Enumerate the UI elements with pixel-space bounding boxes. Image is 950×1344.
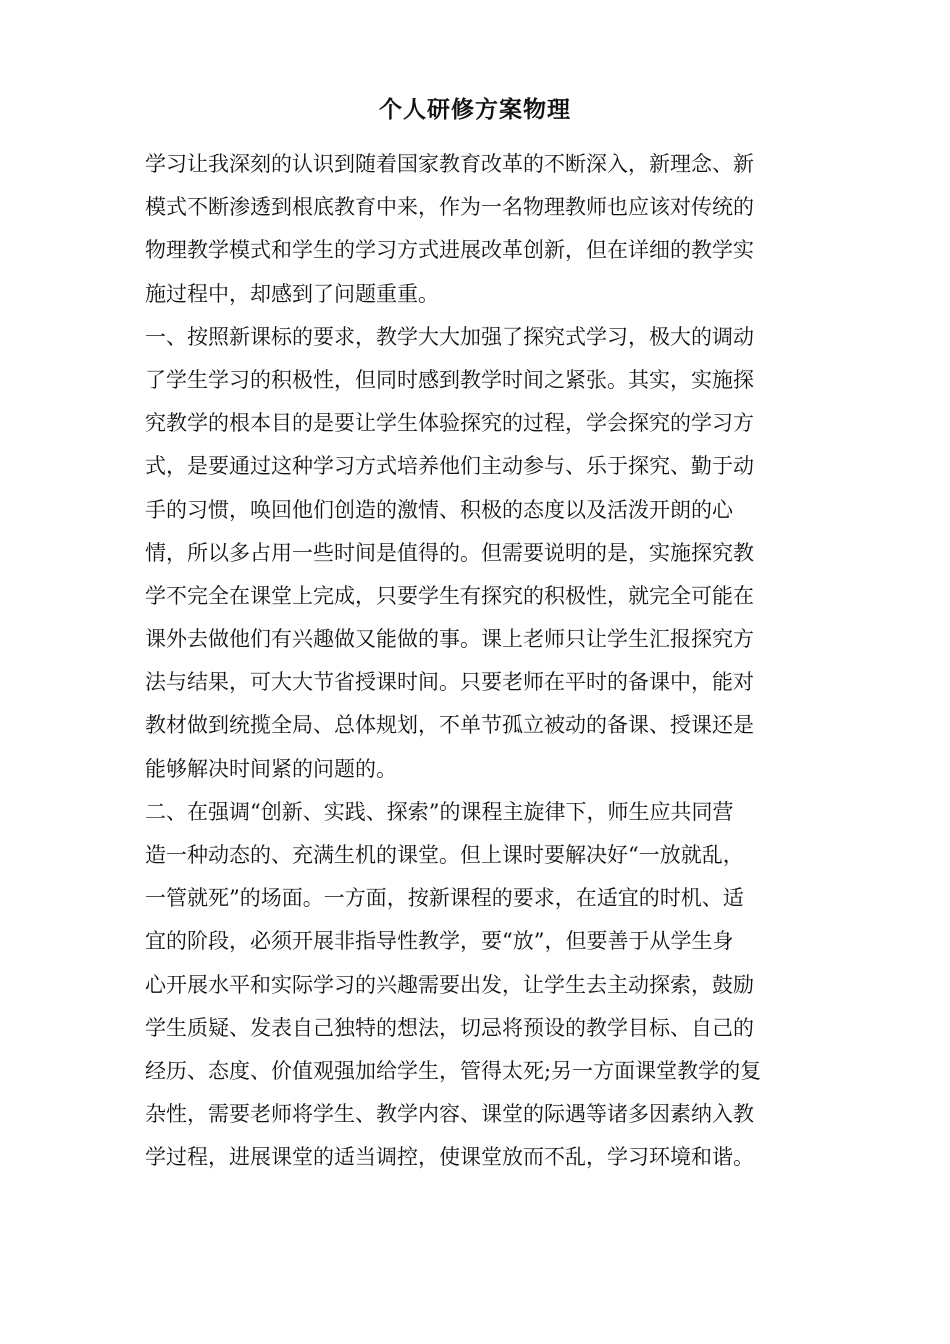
text-line: 课外去做他们有兴趣做又能做的事。课上老师只让学生汇报探究方 [145, 627, 754, 652]
text-line: 杂性，需要老师将学生、教学内容、课堂的际遇等诸多因素纳入教 [145, 1102, 754, 1127]
text-line: 模式不断渗透到根底教育中来，作为一名物理教师也应该对传统的 [145, 195, 754, 220]
text-line: 宜的阶段，必须开展非指导性教学，要“放”，但要善于从学生身 [145, 929, 734, 954]
document-title: 个人研修方案物理 [379, 96, 571, 123]
text-line: 心开展水平和实际学习的兴趣需要出发，让学生去主动探索，鼓励 [145, 972, 754, 997]
text-line: 学生质疑、发表自己独特的想法，切忌将预设的教学目标、自己的 [145, 1015, 754, 1040]
text-line: 学不完全在课堂上完成，只要学生有探究的积极性，就完全可能在 [145, 583, 754, 608]
text-line: 物理教学模式和学生的学习方式进展改革创新，但在详细的教学实 [145, 238, 754, 263]
text-line: 教材做到统揽全局、总体规划，不单节孤立被动的备课、授课还是 [145, 713, 754, 738]
text-line: 能够解决时间紧的问题的。 [145, 756, 397, 781]
text-line: 了学生学习的积极性，但同时感到教学时间之紧张。其实，实施探 [145, 367, 754, 392]
text-line: 究教学的根本目的是要让学生体验探究的过程，学会探究的学习方 [145, 411, 754, 436]
text-line: 学过程，进展课堂的适当调控，使课堂放而不乱，学习环境和谐。 [145, 1145, 754, 1170]
text-line: 二、在强调“创新、实践、探索”的课程主旋律下，师生应共同营 [145, 799, 734, 824]
text-line: 一、按照新课标的要求，教学大大加强了探究式学习，极大的调动 [145, 324, 754, 349]
text-line: 手的习惯，唤回他们创造的激情、积极的态度以及活泼开朗的心 [145, 497, 733, 522]
text-line: 式，是要通过这种学习方式培养他们主动参与、乐于探究、勤于动 [145, 454, 754, 479]
text-line: 情，所以多占用一些时间是值得的。但需要说明的是，实施探究教 [145, 540, 754, 565]
text-line: 一管就死”的场面。一方面，按新课程的要求，在适宜的时机、适 [145, 886, 744, 911]
text-line: 学习让我深刻的认识到随着国家教育改革的不断深入，新理念、新 [145, 152, 754, 176]
text-line: 法与结果，可大大节省授课时间。只要老师在平时的备课中，能对 [145, 670, 754, 695]
text-line: 经历、态度、价值观强加给学生，管得太死;另一方面课堂教学的复 [145, 1058, 762, 1083]
document-body [145, 143, 807, 1180]
text-line: 施过程中，却感到了问题重重。 [145, 281, 439, 306]
text-line: 造一种动态的、充满生机的课堂。但上课时要解决好“一放就乱， [145, 843, 744, 867]
